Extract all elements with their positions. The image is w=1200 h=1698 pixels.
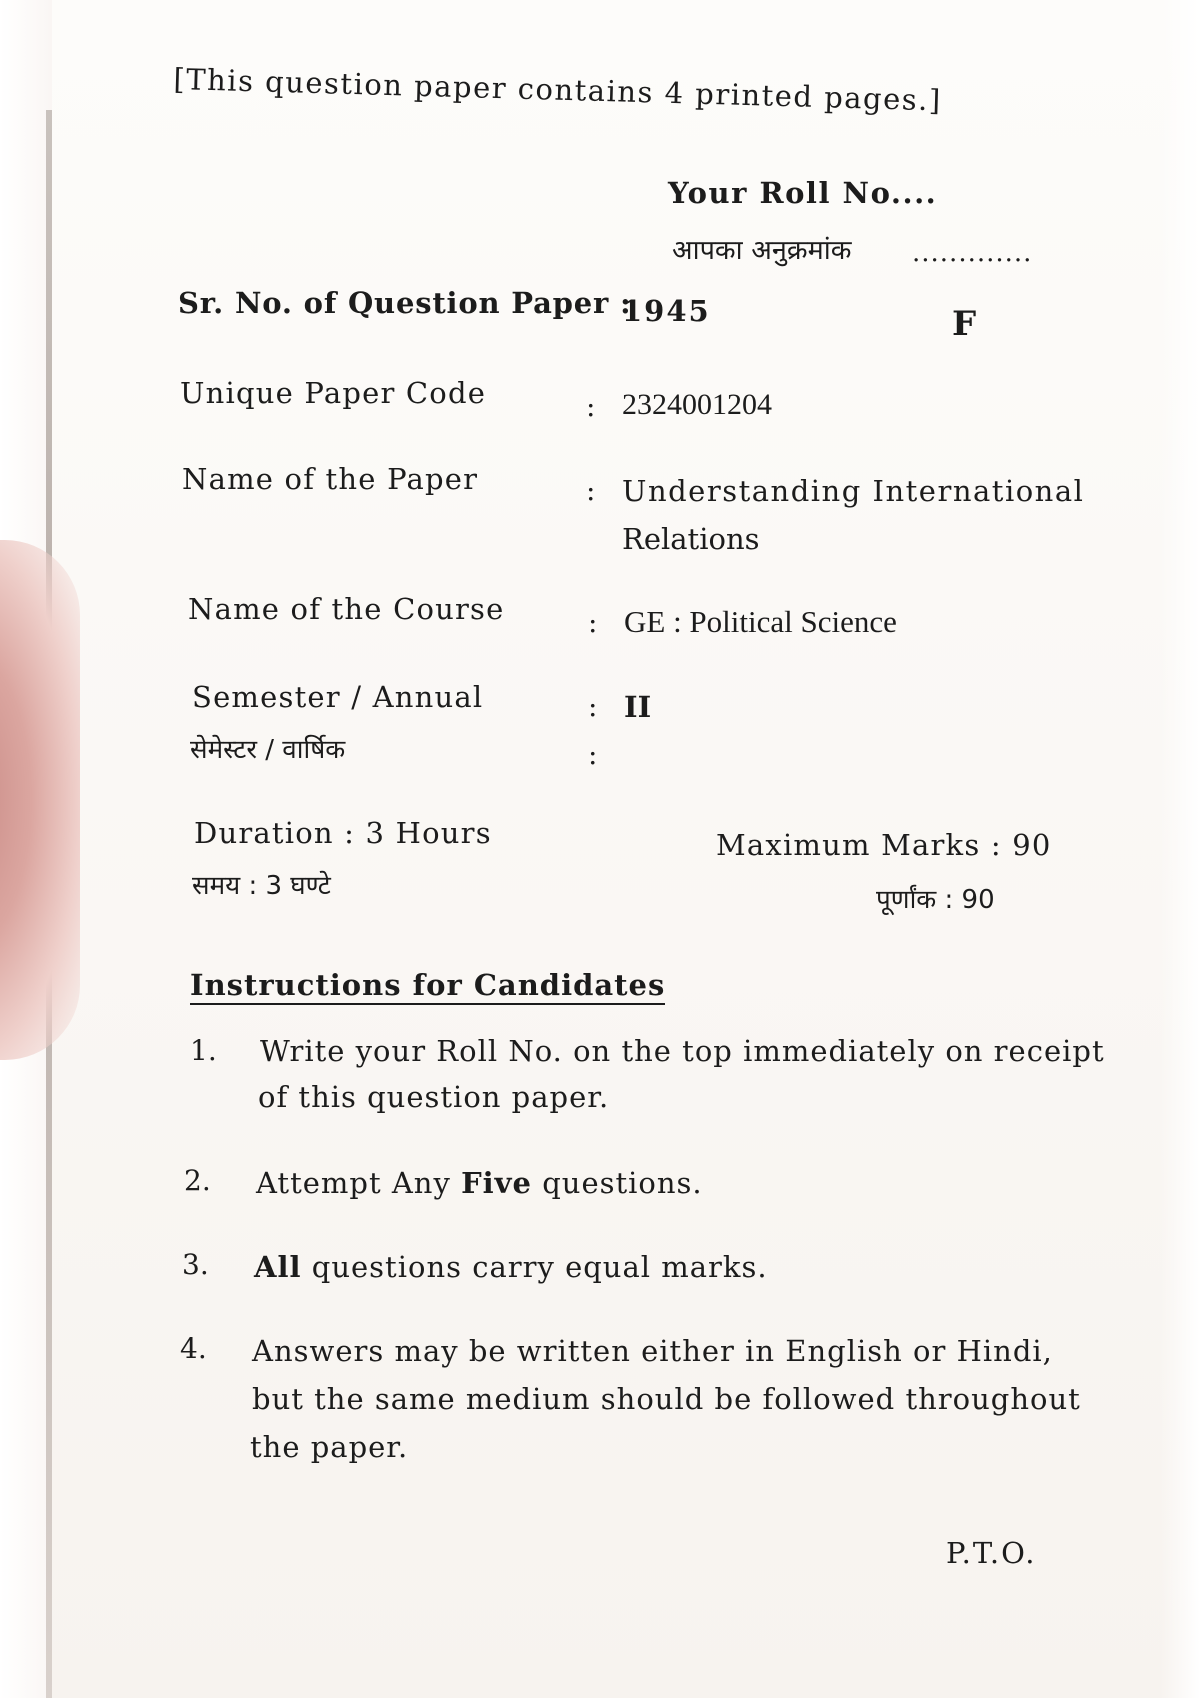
semester-hindi-colon: : [588,738,598,771]
paper-name-value-line2: Relations [622,522,760,556]
background-right [1160,0,1200,1698]
semester-colon: : [588,690,598,723]
semester-label: Semester / Annual [192,680,484,714]
course-name-label: Name of the Course [188,592,505,626]
instruction-3-number: 3. [182,1248,209,1281]
instruction-1-line1: Write your Roll No. on the top immediately on receipt [260,1034,1105,1068]
instruction-3-text: All questions carry equal marks. [254,1250,768,1284]
instruction-4-line1: Answers may be written either in English or Hindi, [252,1334,1053,1368]
thumb [0,540,80,1060]
instructions-title: Instructions for Candidates [190,968,665,1005]
serial-number-label: Sr. No. of Question Paper : [178,286,632,320]
course-name-colon: : [588,606,598,639]
serial-number-value: 1945 [622,294,711,328]
paper-name-value-line1: Understanding International [622,474,1085,508]
paper-name-colon: : [586,474,596,507]
roll-number-label: Your Roll No.... [668,176,938,210]
course-name-value: GE : Political Science [624,604,897,639]
instruction-4-line3: the paper. [250,1430,409,1464]
max-marks-label: Maximum Marks : 90 [716,828,1052,862]
instruction-1-line2: of this question paper. [258,1080,610,1114]
paper-code-value: 2324001204 [622,388,772,421]
semester-hindi-label: सेमेस्टर / वार्षिक [190,735,346,765]
instruction-4-line2: but the same medium should be followed throughout [252,1382,1081,1416]
paper-name-label: Name of the Paper [182,462,479,496]
roll-number-blank: ............. [912,238,1033,268]
semester-value: II [624,690,652,724]
page-count-note: [This question paper contains 4 printed pages.] [173,62,943,118]
roll-number-hindi-label: आपका अनुक्रमांक [672,235,852,266]
paper-set-code: F [952,304,977,344]
instruction-2-text: Attempt Any Five questions. [256,1166,703,1200]
duration-label: Duration : 3 Hours [194,816,492,850]
instruction-2-number: 2. [184,1164,211,1197]
please-turn-over: P.T.O. [946,1536,1037,1570]
paper-code-colon: : [586,390,596,423]
paper-code-label: Unique Paper Code [180,376,487,410]
instruction-4-number: 4. [180,1332,207,1365]
max-marks-hindi: पूर्णांक : 90 [876,885,995,915]
instruction-1-number: 1. [190,1034,217,1067]
duration-hindi: समय : 3 घण्टे [192,871,331,901]
